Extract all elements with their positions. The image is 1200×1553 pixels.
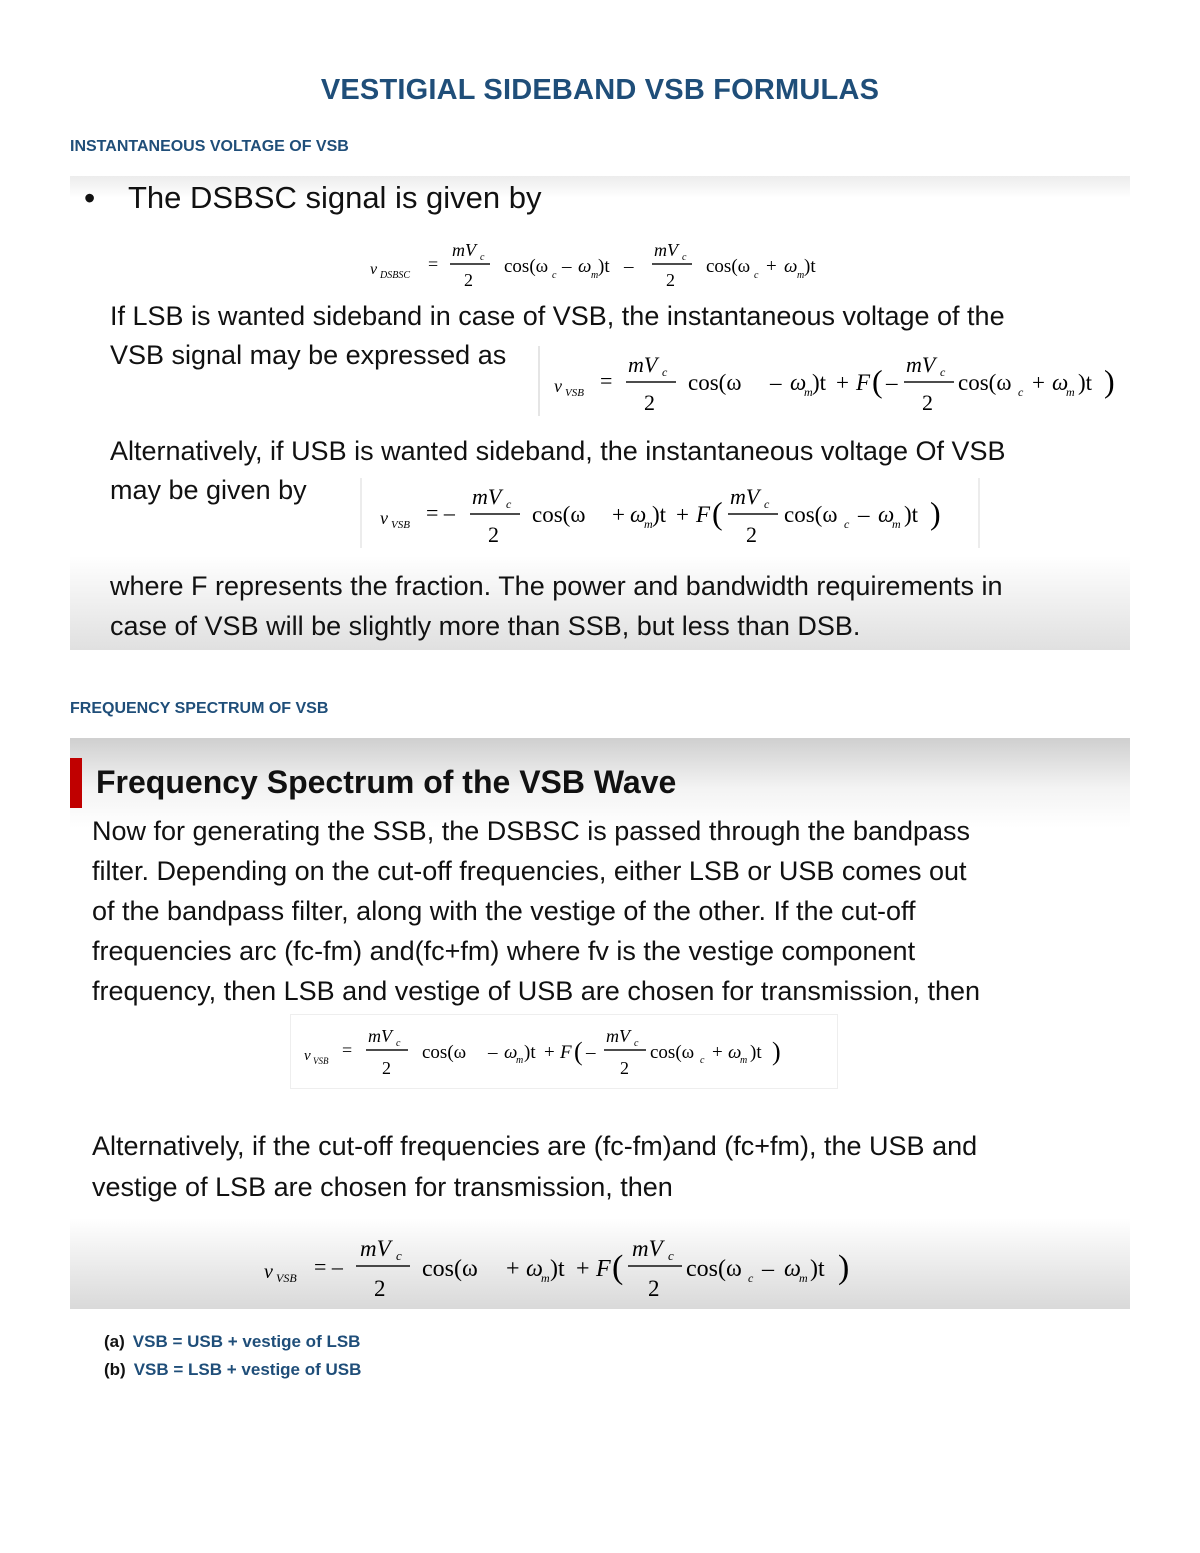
svg-text:)t: )t (550, 1256, 565, 1282)
vsb-usb-formula (360, 476, 982, 552)
svg-text:v: v (304, 1048, 311, 1064)
alt-line-1: Alternatively, if the cut-off frequencies are (fc-fm)and (fc+fm), the USB and (92, 1131, 978, 1161)
slide-accent-bar (70, 758, 82, 808)
dsbsc-formula (362, 236, 852, 296)
svg-text:2: 2 (746, 522, 757, 547)
alt-line-2: vestige of LSB are chosen for transmission, then (92, 1172, 673, 1202)
slide-title: Frequency Spectrum of the VSB Wave (96, 764, 677, 800)
svg-text:m: m (797, 270, 805, 281)
svg-text:2: 2 (922, 390, 933, 415)
svg-text:+: + (612, 502, 625, 527)
svg-text:)t: )t (750, 1042, 762, 1063)
svg-text:ω: ω (578, 256, 592, 277)
svg-text:): ) (838, 1249, 850, 1286)
svg-text:2: 2 (644, 390, 655, 415)
svg-text:ω: ω (504, 1042, 518, 1063)
svg-text:cos(ω: cos(ω (686, 1256, 742, 1282)
svg-text:v: v (380, 508, 388, 528)
spectrum-line-4: frequencies arc (fc-fm) and(fc+fm) where fv is the vestige component (92, 936, 916, 966)
svg-text:VSB: VSB (313, 1056, 329, 1066)
svg-text:mV: mV (606, 1026, 630, 1046)
svg-text:m: m (799, 1271, 808, 1285)
svg-text:m: m (516, 1055, 524, 1066)
svg-text:–: – (762, 1256, 774, 1282)
svg-text:cos(ω: cos(ω (532, 502, 586, 527)
svg-text:+: + (766, 256, 777, 277)
svg-text:c: c (668, 1248, 674, 1263)
list-item-tag: (a) (104, 1332, 125, 1351)
formula-lhs-sub: DSBSC (380, 270, 410, 281)
svg-text:ω: ω (790, 370, 807, 395)
svg-text:)t: )t (812, 370, 827, 395)
svg-text:(: ( (872, 363, 883, 399)
svg-text:c: c (552, 270, 557, 281)
svg-text:m: m (1066, 385, 1075, 399)
svg-text:+: + (506, 1256, 520, 1282)
svg-text:= –: = – (426, 500, 455, 525)
svg-text:c: c (662, 365, 668, 379)
svg-text:–: – (562, 256, 572, 277)
section-heading-instantaneous: INSTANTANEOUS VOLTAGE OF VSB (70, 138, 349, 155)
svg-text:cos(ω: cos(ω (688, 370, 742, 395)
svg-text:–: – (488, 1042, 498, 1063)
bullet: • (84, 180, 96, 216)
svg-text:c: c (480, 252, 485, 263)
svg-text:c: c (940, 365, 946, 379)
svg-text:mV: mV (472, 484, 502, 509)
svg-text:)t: )t (904, 502, 919, 527)
svg-text:mV: mV (906, 352, 936, 377)
svg-text:F: F (696, 502, 711, 527)
svg-text:(: ( (574, 1037, 583, 1066)
vsb-lsb-formula (538, 344, 1128, 420)
svg-text:+: + (836, 370, 849, 395)
svg-text:cos(ω: cos(ω (504, 256, 549, 277)
svg-text:F: F (596, 1256, 611, 1282)
svg-text:)t: )t (524, 1042, 536, 1063)
svg-text:c: c (754, 270, 759, 281)
svg-text:)t: )t (652, 502, 667, 527)
svg-text:VSB: VSB (276, 1271, 297, 1285)
svg-text:c: c (844, 517, 850, 531)
spectrum-line-1: Now for generating the SSB, the DSBSC is passed through the bandpass (92, 816, 971, 846)
spectrum-line-2: filter. Depending on the cut-off frequencies, either LSB or USB comes out (92, 856, 967, 886)
svg-text:mV: mV (632, 1236, 663, 1261)
svg-text:c: c (700, 1055, 705, 1066)
svg-text:c: c (1018, 385, 1024, 399)
svg-text:mV: mV (368, 1026, 392, 1046)
formula-lhs: v (370, 261, 378, 278)
svg-text:F: F (856, 370, 871, 395)
svg-text:+: + (712, 1042, 723, 1063)
svg-text:–: – (586, 1042, 596, 1063)
svg-text:): ) (930, 495, 941, 531)
list-item-text: VSB = USB + vestige of LSB (132, 1332, 361, 1351)
svg-text:+: + (1032, 370, 1045, 395)
svg-text:cos(ω: cos(ω (784, 502, 838, 527)
svg-text:m: m (644, 517, 653, 531)
svg-text:–: – (624, 256, 634, 277)
formula-eq: = (428, 254, 439, 274)
svg-text:+: + (676, 502, 689, 527)
svg-text:mV: mV (360, 1236, 391, 1261)
svg-text:ω: ω (1052, 370, 1069, 395)
svg-text:m: m (740, 1055, 748, 1066)
svg-text:ω: ω (784, 1256, 801, 1282)
svg-text:2: 2 (648, 1276, 660, 1301)
svg-text:): ) (772, 1037, 781, 1066)
svg-text:mV: mV (730, 484, 760, 509)
spectrum-vsb-usb-formula (250, 1228, 890, 1308)
usb-paragraph-line1: Alternatively, if USB is wanted sideband, the instantaneous voltage Of VSB (110, 436, 1006, 466)
svg-text:ω: ω (784, 256, 798, 277)
svg-text:v: v (554, 376, 562, 396)
svg-text:): ) (1104, 363, 1115, 399)
svg-text:=: = (342, 1040, 353, 1060)
svg-text:m: m (804, 385, 813, 399)
svg-text:)t: )t (598, 256, 610, 277)
svg-text:–: – (886, 370, 898, 395)
list-item-tag: (b) (104, 1360, 126, 1379)
svg-text:c: c (506, 497, 512, 511)
svg-text:c: c (748, 1271, 754, 1285)
svg-text:cos(ω: cos(ω (958, 370, 1012, 395)
svg-text:+: + (576, 1256, 590, 1282)
svg-text:)t: )t (1078, 370, 1093, 395)
svg-text:2: 2 (374, 1276, 386, 1301)
svg-text:2: 2 (488, 522, 499, 547)
svg-text:c: c (682, 252, 687, 263)
spectrum-line-5: frequency, then LSB and vestige of USB are chosen for transmission, then (92, 976, 980, 1006)
section-heading-spectrum: FREQUENCY SPECTRUM OF VSB (70, 700, 329, 717)
svg-text:mV: mV (628, 352, 658, 377)
svg-text:ω: ω (878, 502, 895, 527)
svg-text:)t: )t (810, 1256, 825, 1282)
svg-text:v: v (264, 1261, 273, 1283)
usb-paragraph-line2: may be given by (110, 475, 307, 505)
svg-text:–: – (770, 370, 782, 395)
svg-text:2: 2 (382, 1058, 391, 1078)
svg-text:F: F (560, 1042, 572, 1063)
svg-text:(: ( (612, 1249, 624, 1286)
svg-text:c: c (396, 1038, 401, 1049)
svg-text:ω: ω (630, 502, 647, 527)
svg-text:VSB: VSB (391, 519, 410, 531)
svg-text:cos(ω: cos(ω (422, 1042, 467, 1063)
svg-text:(: ( (712, 495, 723, 531)
spectrum-vsb-lsb-formula (290, 1014, 840, 1090)
svg-text:ω: ω (728, 1042, 742, 1063)
svg-text:–: – (858, 502, 870, 527)
formula-num: mV (452, 240, 476, 260)
page-title: VESTIGIAL SIDEBAND VSB FORMULAS (320, 74, 880, 106)
svg-text:=: = (600, 368, 613, 393)
vsb-definition-list (104, 1328, 361, 1384)
intro-text: The DSBSC signal is given by (128, 180, 542, 215)
svg-text:m: m (591, 270, 599, 281)
svg-text:)t: )t (804, 256, 816, 277)
svg-text:2: 2 (620, 1058, 629, 1078)
svg-text:+: + (544, 1042, 555, 1063)
svg-text:cos(ω: cos(ω (706, 256, 751, 277)
svg-text:m: m (892, 517, 901, 531)
spectrum-line-3: of the bandpass filter, along with the vestige of the other. If the cut-off (92, 896, 916, 926)
svg-text:mV: mV (654, 240, 678, 260)
fraction-paragraph-line2: case of VSB will be slightly more than SSB, but less than DSB. (110, 611, 861, 641)
list-item (104, 1356, 361, 1384)
svg-text:c: c (396, 1248, 402, 1263)
svg-text:c: c (634, 1038, 639, 1049)
list-item (104, 1328, 361, 1356)
fraction-paragraph-line1: where F represents the fraction. The power and bandwidth requirements in (110, 571, 1003, 601)
svg-text:2: 2 (666, 270, 675, 290)
svg-text:m: m (541, 1271, 550, 1285)
svg-text:VSB: VSB (565, 387, 584, 399)
svg-text:= –: = – (314, 1254, 343, 1279)
svg-text:ω: ω (526, 1256, 543, 1282)
svg-text:c: c (764, 497, 770, 511)
list-item-text: VSB = LSB + vestige of USB (133, 1360, 362, 1379)
svg-text:cos(ω: cos(ω (650, 1042, 695, 1063)
svg-text:cos(ω: cos(ω (422, 1256, 478, 1282)
lsb-paragraph-line1: If LSB is wanted sideband in case of VSB, the instantaneous voltage of the (110, 301, 1005, 331)
lsb-paragraph-line2: VSB signal may be expressed as (110, 340, 507, 370)
svg-text:2: 2 (464, 270, 473, 290)
